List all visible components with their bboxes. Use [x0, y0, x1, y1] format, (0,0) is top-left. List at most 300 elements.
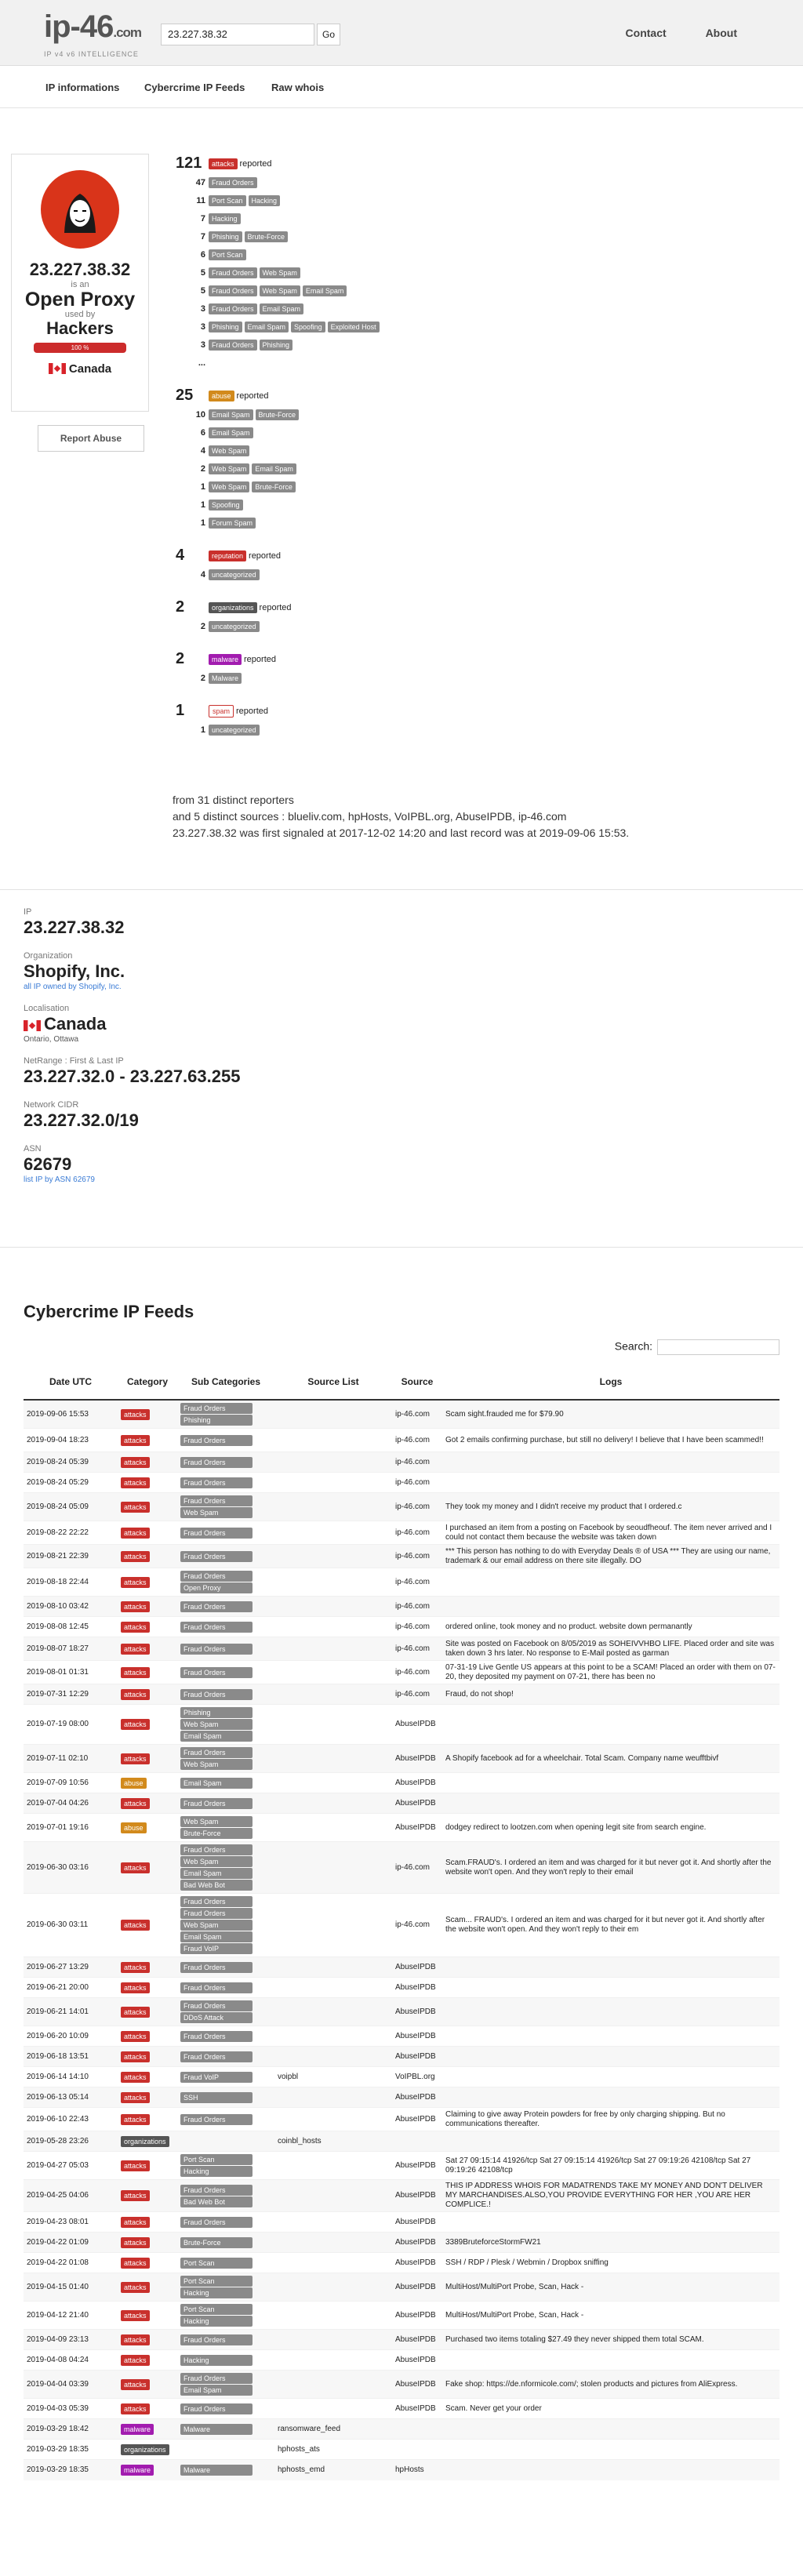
column-header[interactable]: Logs — [442, 1364, 779, 1400]
asn-label: ASN — [24, 1144, 42, 1154]
subcategory-row — [176, 496, 489, 514]
subcategory-tag[interactable]: uncategorized — [209, 569, 260, 580]
source-cell: ip-46.com — [392, 1521, 442, 1545]
category-cell — [118, 1684, 177, 1705]
subcategory-tag[interactable]: Brute-Force — [180, 1828, 253, 1839]
category-summary — [176, 154, 489, 753]
table-search-input[interactable] — [657, 1339, 779, 1355]
subcategory-tag[interactable]: Web Spam — [180, 1759, 253, 1770]
category-tag[interactable]: attacks — [121, 2258, 150, 2269]
source-cell: ip-46.com — [392, 1842, 442, 1894]
subcategory-tag[interactable]: Web Spam — [209, 445, 249, 456]
category-tag[interactable]: malware — [121, 2424, 154, 2435]
subcategory-tag[interactable]: Email Spam — [180, 1731, 253, 1742]
subcategory-tag[interactable]: Fraud Orders — [209, 267, 257, 278]
subcategories-cell — [177, 1597, 274, 1617]
subcategory-tag[interactable]: Email Spam — [180, 1868, 253, 1879]
subcategory-tag[interactable]: Fraud Orders — [180, 1495, 253, 1506]
category-suffix: reported — [239, 158, 272, 169]
subcategory-tag[interactable]: Fraud Orders — [180, 1689, 253, 1700]
subcategory-tag[interactable]: Fraud Orders — [209, 340, 257, 351]
source-list-cell — [274, 2212, 392, 2233]
subcategory-tag[interactable]: Phishing — [260, 340, 293, 351]
search-input[interactable]: 23.227.38.32 — [161, 24, 314, 45]
subcategory-tag[interactable]: Email Spam — [180, 1931, 253, 1942]
report-summary — [173, 792, 643, 841]
contact-link[interactable]: Contact — [625, 27, 667, 39]
subcategory-tag[interactable]: Fraud Orders — [180, 1896, 253, 1907]
org-label: Organization — [24, 951, 73, 961]
subcategory-tag[interactable]: Fraud Orders — [180, 1477, 253, 1488]
subcategory-tag[interactable]: Fraud Orders — [180, 1908, 253, 1919]
log-cell — [442, 1998, 779, 2026]
subcategories-cell — [177, 2233, 274, 2253]
category-tag[interactable]: attacks — [121, 1551, 150, 1562]
table-row — [24, 2350, 779, 2371]
subcategory-tag[interactable]: Fraud Orders — [180, 2051, 253, 2062]
subcategory-tag[interactable]: Malware — [180, 2465, 253, 2476]
category-cell — [118, 1452, 177, 1473]
subcategories-cell — [177, 1661, 274, 1684]
category-tag[interactable]: abuse — [121, 1822, 147, 1833]
tab-cybercrime-feeds[interactable]: Cybercrime IP Feeds — [144, 82, 245, 93]
table-row — [24, 2302, 779, 2330]
log-cell — [442, 2440, 779, 2460]
log-cell: Scam... FRAUD's. I ordered an item and was charged for it but never got it. And shortly after the website won't open. And they won't reply to their em — [442, 1894, 779, 1957]
category-tag[interactable]: attacks — [121, 2403, 150, 2414]
subcategory-tag[interactable]: Email Spam — [303, 285, 347, 296]
category-header — [176, 386, 489, 405]
subcategory-tag[interactable]: Spoofing — [209, 500, 243, 510]
source-cell: AbuseIPDB — [392, 2152, 442, 2180]
date-cell: 2019-04-23 08:01 — [24, 2212, 118, 2233]
category-tag[interactable]: organizations — [209, 602, 257, 613]
category-cell — [118, 2212, 177, 2233]
table-row — [24, 1493, 779, 1521]
column-header[interactable]: Sub Categories — [177, 1364, 274, 1400]
table-row — [24, 2371, 779, 2399]
category-cell — [118, 1894, 177, 1957]
table-row — [24, 2330, 779, 2350]
log-cell: Got 2 emails confirming purchase, but still no delivery! I believe that I have been scammed!! — [442, 1429, 779, 1452]
table-row — [24, 1617, 779, 1637]
subcategory-tag[interactable]: SSH — [180, 2092, 253, 2103]
table-row — [24, 1521, 779, 1545]
category-cell — [118, 1842, 177, 1894]
source-list-cell — [274, 1957, 392, 1978]
subcategory-tag[interactable]: Fraud Orders — [180, 1622, 253, 1633]
subcategory-tag[interactable]: Hacking — [209, 213, 241, 224]
subcategory-tag[interactable]: Port Scan — [180, 2276, 253, 2287]
category-tag[interactable]: attacks — [121, 1798, 150, 1809]
source-cell: ip-46.com — [392, 1452, 442, 1473]
subcategory-tag[interactable]: Email Spam — [260, 303, 304, 314]
subcategory-tag[interactable]: Brute-Force — [252, 481, 296, 492]
subcategory-tag[interactable]: Hacking — [180, 2166, 253, 2177]
category-tag[interactable]: attacks — [121, 1457, 150, 1468]
subcategory-tag[interactable]: Port Scan — [180, 2304, 253, 2315]
subcategory-tag[interactable]: Fraud Orders — [180, 1551, 253, 1562]
category-tag[interactable]: attacks — [121, 2114, 150, 2125]
subcategory-tag[interactable]: Fraud Orders — [180, 2403, 253, 2414]
category-cell — [118, 2067, 177, 2087]
source-list-cell — [274, 2047, 392, 2067]
category-suffix: reported — [249, 550, 282, 561]
subcategory-tag[interactable]: Web Spam — [209, 481, 249, 492]
category-cell — [118, 1745, 177, 1773]
subcategory-tag[interactable]: Fraud Orders — [209, 285, 257, 296]
category-tag[interactable]: attacks — [121, 2379, 150, 2390]
subcategory-tag[interactable]: Brute-Force — [245, 231, 289, 242]
date-cell: 2019-06-30 03:11 — [24, 1894, 118, 1957]
category-tag[interactable]: attacks — [121, 1920, 150, 1931]
category-count: 1 — [176, 702, 185, 719]
source-cell — [392, 2419, 442, 2440]
source-list-cell — [274, 1521, 392, 1545]
subcategory-tag[interactable]: Hacking — [249, 195, 281, 206]
table-row — [24, 1473, 779, 1493]
category-cell — [118, 2419, 177, 2440]
date-cell: 2019-07-04 04:26 — [24, 1793, 118, 1814]
category-cell — [118, 2371, 177, 2399]
subcategories-cell — [177, 1684, 274, 1705]
profile-actor: Hackers — [46, 318, 114, 338]
log-cell — [442, 1473, 779, 1493]
subcategory-tag[interactable]: Fraud Orders — [180, 1457, 253, 1468]
subcategories-cell — [177, 1773, 274, 1793]
subcategory-row — [176, 227, 489, 245]
category-cell — [118, 2273, 177, 2302]
tab-bar — [0, 66, 803, 108]
log-cell — [442, 2087, 779, 2108]
category-tag[interactable]: attacks — [121, 1862, 150, 1873]
subcategory-tag[interactable]: uncategorized — [209, 725, 260, 736]
subcategory-tag[interactable]: Fraud Orders — [180, 1403, 253, 1414]
source-list-cell — [274, 1978, 392, 1998]
source-cell: AbuseIPDB — [392, 1745, 442, 1773]
subcategory-count: 5 — [200, 285, 205, 296]
subcategories-cell — [177, 2371, 274, 2399]
category-tag[interactable]: attacks — [121, 2007, 150, 2018]
category-tag[interactable]: attacks — [121, 1528, 150, 1539]
table-row — [24, 1452, 779, 1473]
category-tag[interactable]: attacks — [121, 1477, 150, 1488]
subcategory-tag[interactable]: Bad Web Bot — [180, 1880, 253, 1891]
category-tag[interactable]: attacks — [121, 1502, 150, 1513]
subcategory-tag[interactable]: Fraud Orders — [180, 1644, 253, 1655]
subcategory-tag[interactable]: Web Spam — [180, 1816, 253, 1827]
subcategory-tag[interactable]: Email Spam — [245, 322, 289, 332]
category-cell — [118, 2131, 177, 2152]
source-list-cell — [274, 1545, 392, 1568]
category-suffix: reported — [244, 654, 276, 664]
subcategory-count: 10 — [195, 409, 205, 420]
subcategory-tag[interactable]: Port Scan — [180, 2258, 253, 2269]
category-tag[interactable]: attacks — [121, 2334, 150, 2345]
subcategory-count: ... — [198, 358, 205, 368]
subcategory-tag[interactable]: Spoofing — [291, 322, 325, 332]
category-tag[interactable]: attacks — [121, 1689, 150, 1700]
subcategory-tag[interactable]: Fraud Orders — [180, 1435, 253, 1446]
subcategory-tag[interactable]: Fraud Orders — [180, 2000, 253, 2011]
date-cell: 2019-06-27 13:29 — [24, 1957, 118, 1978]
source-cell — [392, 2440, 442, 2460]
tab-raw-whois[interactable]: Raw whois — [271, 82, 325, 93]
subcategory-row — [176, 441, 489, 460]
subcategory-tag[interactable]: Port Scan — [180, 2154, 253, 2165]
category-tag[interactable]: attacks — [121, 2031, 150, 2042]
subcategory-tag[interactable]: Fraud Orders — [180, 1528, 253, 1539]
log-cell — [442, 2026, 779, 2047]
date-cell: 2019-04-03 05:39 — [24, 2399, 118, 2419]
table-row — [24, 1978, 779, 1998]
category-block — [176, 649, 489, 687]
category-cell — [118, 2233, 177, 2253]
subcategory-tag[interactable]: Bad Web Bot — [180, 2196, 253, 2207]
subcategory-tag[interactable]: Fraud Orders — [180, 2373, 253, 2384]
category-tag[interactable]: organizations — [121, 2136, 169, 2147]
subcategory-tag[interactable]: Forum Spam — [209, 518, 256, 529]
category-tag[interactable]: attacks — [121, 1962, 150, 1973]
category-tag[interactable]: attacks — [121, 1982, 150, 1993]
subcategory-tag[interactable]: Brute-Force — [180, 2237, 253, 2248]
subcategory-tag[interactable]: Fraud Orders — [180, 2031, 253, 2042]
subcategory-tag[interactable]: Fraud Orders — [209, 177, 257, 188]
source-list-cell — [274, 1637, 392, 1661]
subcategory-tag[interactable]: Email Spam — [180, 2385, 253, 2396]
category-cell — [118, 2087, 177, 2108]
subcategory-tag[interactable]: Web Spam — [180, 1507, 253, 1518]
category-tag[interactable]: attacks — [121, 1753, 150, 1764]
source-list-cell: ransomware_feed — [274, 2419, 392, 2440]
log-cell — [442, 1957, 779, 1978]
subcategory-tag[interactable]: Brute-Force — [256, 409, 300, 420]
subcategory-count: 3 — [200, 340, 205, 350]
subcategory-tag[interactable]: Open Proxy — [180, 1582, 253, 1593]
source-list-cell — [274, 1894, 392, 1957]
subcategory-tag[interactable]: Web Spam — [180, 1920, 253, 1931]
subcategory-row — [176, 405, 489, 423]
subcategory-row — [176, 721, 489, 739]
column-header[interactable]: Source List — [274, 1364, 392, 1400]
subcategory-tag[interactable]: Fraud Orders — [180, 2114, 253, 2125]
subcategory-tag[interactable]: Hacking — [180, 2316, 253, 2327]
category-tag[interactable]: attacks — [121, 2190, 150, 2201]
category-tag[interactable]: spam — [209, 705, 234, 718]
table-row — [24, 2180, 779, 2212]
about-link[interactable]: About — [705, 27, 737, 39]
table-row — [24, 2087, 779, 2108]
source-list-cell — [274, 1568, 392, 1597]
source-cell: ip-46.com — [392, 1597, 442, 1617]
subcategory-tag[interactable]: Web Spam — [260, 285, 300, 296]
table-row — [24, 1842, 779, 1894]
subcategory-tag[interactable]: Phishing — [209, 231, 242, 242]
log-cell: They took my money and I didn't receive my product that I ordered.c — [442, 1493, 779, 1521]
subcategory-tag[interactable]: Fraud Orders — [180, 2185, 253, 2196]
category-tag[interactable]: organizations — [121, 2444, 169, 2455]
subcategories-cell — [177, 2273, 274, 2302]
category-cell — [118, 2047, 177, 2067]
column-header[interactable]: Category — [118, 1364, 177, 1400]
subcategory-tag[interactable]: Fraud Orders — [180, 1962, 253, 1973]
asn-link[interactable]: list IP by ASN 62679 — [24, 1175, 95, 1184]
category-tag[interactable]: reputation — [209, 550, 246, 561]
subcategory-tag[interactable]: Fraud Orders — [180, 1667, 253, 1678]
table-row — [24, 1429, 779, 1452]
asn-value: 62679 — [24, 1154, 72, 1174]
column-header[interactable]: Source — [392, 1364, 442, 1400]
subcategories-cell — [177, 2419, 274, 2440]
subcategory-count: 6 — [200, 427, 205, 438]
subcategory-tag[interactable]: Email Spam — [180, 1778, 253, 1789]
table-row — [24, 1637, 779, 1661]
source-list-cell — [274, 2253, 392, 2273]
source-list-cell — [274, 2180, 392, 2212]
category-tag[interactable]: attacks — [121, 1644, 150, 1655]
subcategory-row — [176, 617, 489, 635]
category-tag[interactable]: abuse — [121, 1778, 147, 1789]
category-tag[interactable]: attacks — [121, 2072, 150, 2083]
category-tag[interactable]: attacks — [121, 2160, 150, 2171]
date-cell: 2019-04-12 21:40 — [24, 2302, 118, 2330]
range-value: 23.227.32.0 - 23.227.63.255 — [24, 1066, 241, 1086]
cidr-label: Network CIDR — [24, 1100, 79, 1110]
source-cell: AbuseIPDB — [392, 1793, 442, 1814]
site-logo[interactable] — [44, 11, 141, 58]
subcategory-tag[interactable]: Fraud Orders — [180, 2217, 253, 2228]
subcategory-tag[interactable]: Port Scan — [209, 249, 246, 260]
subcategory-tag[interactable]: Web Spam — [180, 1856, 253, 1867]
subcategory-count: 1 — [200, 481, 205, 492]
category-tag[interactable]: attacks — [121, 2217, 150, 2228]
source-list-cell — [274, 1661, 392, 1684]
subcategories-cell — [177, 1793, 274, 1814]
category-tag[interactable]: attacks — [121, 1409, 150, 1420]
subcategory-tag[interactable]: Malware — [180, 2424, 253, 2435]
subcategory-tag[interactable]: Web Spam — [260, 267, 300, 278]
profile-ip: 23.227.38.32 — [29, 260, 131, 279]
subcategory-tag[interactable]: Phishing — [180, 1707, 253, 1718]
org-value: Shopify, Inc. — [24, 961, 125, 981]
date-cell: 2019-08-07 18:27 — [24, 1637, 118, 1661]
source-cell: AbuseIPDB — [392, 2371, 442, 2399]
subcategory-count: 4 — [200, 569, 205, 580]
subcategory-row — [176, 354, 489, 372]
log-cell — [442, 2460, 779, 2480]
subcategory-tag[interactable]: Fraud Orders — [180, 1571, 253, 1582]
subcategory-tag[interactable]: Email Spam — [252, 463, 296, 474]
source-list-cell — [274, 2026, 392, 2047]
category-tag[interactable]: malware — [121, 2465, 154, 2476]
category-cell — [118, 1617, 177, 1637]
subcategory-tag[interactable]: Fraud Orders — [180, 1844, 253, 1855]
source-list-cell — [274, 2350, 392, 2371]
category-tag[interactable]: attacks — [121, 1667, 150, 1678]
tab-ip-informations[interactable]: IP informations — [45, 82, 120, 93]
source-list-cell — [274, 1745, 392, 1773]
category-tag[interactable]: attacks — [209, 158, 238, 169]
subcategory-tag[interactable]: Web Spam — [209, 463, 249, 474]
table-row — [24, 1773, 779, 1793]
column-header[interactable]: Date UTC — [24, 1364, 118, 1400]
date-cell: 2019-06-10 22:43 — [24, 2108, 118, 2131]
source-list-cell: hphosts_ats — [274, 2440, 392, 2460]
source-list-cell — [274, 2273, 392, 2302]
category-tag[interactable]: malware — [209, 654, 242, 665]
category-tag[interactable]: attacks — [121, 2282, 150, 2293]
subcategory-row — [176, 191, 489, 209]
category-tag[interactable]: attacks — [121, 1719, 150, 1730]
category-tag[interactable]: attacks — [121, 2237, 150, 2248]
log-cell — [442, 1773, 779, 1793]
log-cell — [442, 2067, 779, 2087]
range-label: NetRange : First & Last IP — [24, 1056, 124, 1066]
category-header — [176, 598, 489, 617]
subcategory-tag[interactable]: Hacking — [180, 2287, 253, 2298]
category-tag[interactable]: attacks — [121, 1622, 150, 1633]
subcategory-tag[interactable]: Phishing — [209, 322, 242, 332]
subcategories-cell — [177, 1842, 274, 1894]
org-link[interactable]: all IP owned by Shopify, Inc. — [24, 983, 122, 991]
category-tag[interactable]: attacks — [121, 2092, 150, 2103]
subcategory-tag[interactable]: uncategorized — [209, 621, 260, 632]
table-row — [24, 2233, 779, 2253]
subcategory-tag[interactable]: Fraud Orders — [180, 1747, 253, 1758]
subcategory-tag[interactable]: Fraud Orders — [180, 1982, 253, 1993]
date-cell: 2019-08-24 05:39 — [24, 1452, 118, 1473]
source-list-cell — [274, 2399, 392, 2419]
category-cell — [118, 2399, 177, 2419]
subcategory-count: 11 — [196, 195, 205, 205]
subcategory-tag[interactable]: Port Scan — [209, 195, 246, 206]
subcategory-tag[interactable]: Fraud VoIP — [180, 1943, 253, 1954]
subcategory-tag[interactable]: Fraud Orders — [180, 2334, 253, 2345]
subcategory-tag[interactable]: Email Spam — [209, 427, 253, 438]
category-tag[interactable]: attacks — [121, 1601, 150, 1612]
go-button[interactable]: Go — [317, 24, 340, 45]
category-header — [176, 154, 489, 173]
category-tag[interactable]: attacks — [121, 2051, 150, 2062]
subcategory-tag[interactable]: Malware — [209, 673, 242, 684]
date-cell: 2019-08-10 03:42 — [24, 1597, 118, 1617]
log-cell — [442, 1568, 779, 1597]
category-tag[interactable]: attacks — [121, 2355, 150, 2366]
category-tag[interactable]: attacks — [121, 1435, 150, 1446]
subcategory-tag[interactable]: Fraud Orders — [180, 1798, 253, 1809]
category-tag[interactable]: attacks — [121, 1577, 150, 1588]
subcategory-tag[interactable]: DDoS Attack — [180, 2012, 253, 2023]
canada-flag-icon — [24, 1020, 41, 1031]
subcategory-tag[interactable]: Web Spam — [180, 1719, 253, 1730]
subcategory-tag[interactable]: Phishing — [180, 1415, 253, 1426]
report-abuse-button[interactable]: Report Abuse — [38, 425, 144, 452]
log-cell: Scam.FRAUD's. I ordered an item and was charged for it but never got it. And shortly after the website won't open. And they won't reply to their email — [442, 1842, 779, 1894]
subcategory-tag[interactable]: Email Spam — [209, 409, 253, 420]
category-tag[interactable]: attacks — [121, 2310, 150, 2321]
log-cell — [442, 2212, 779, 2233]
category-tag[interactable]: abuse — [209, 391, 234, 401]
category-block — [176, 546, 489, 583]
subcategory-tag[interactable]: Fraud Orders — [209, 303, 257, 314]
subcategory-tag[interactable]: Fraud Orders — [180, 1601, 253, 1612]
subcategory-tag[interactable]: Exploited Host — [328, 322, 380, 332]
subcategory-tag[interactable]: Fraud VoIP — [180, 2072, 253, 2083]
subcategory-tag[interactable]: Hacking — [180, 2355, 253, 2366]
date-cell: 2019-04-15 01:40 — [24, 2273, 118, 2302]
date-cell: 2019-04-08 04:24 — [24, 2350, 118, 2371]
table-row — [24, 2212, 779, 2233]
